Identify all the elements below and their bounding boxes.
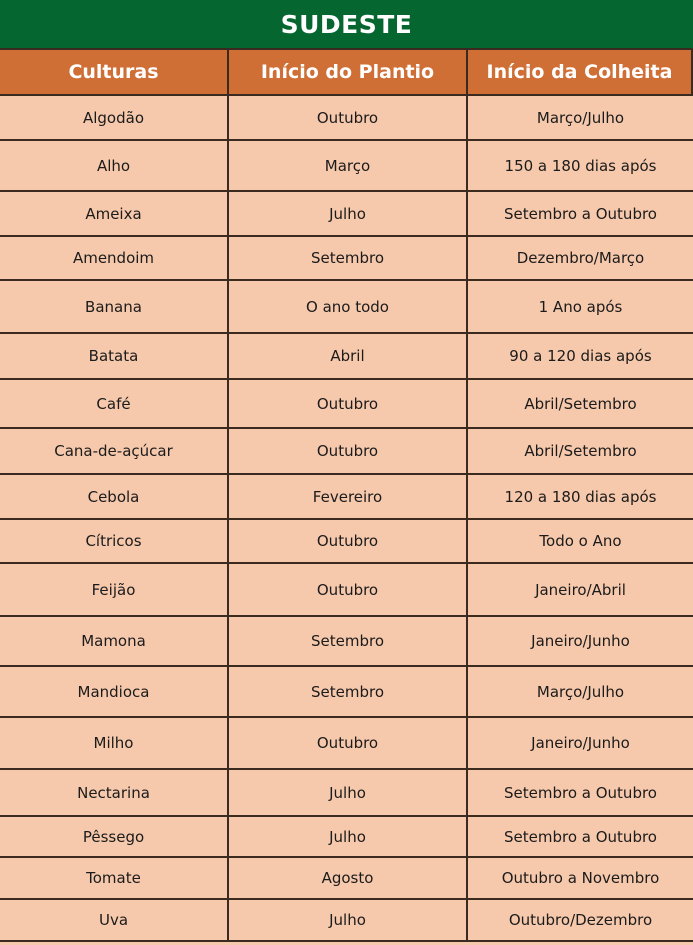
cell-colheita: Janeiro/Junho xyxy=(468,617,693,667)
cell-colheita: Dezembro/Março xyxy=(468,237,693,281)
cell-plantio: Agosto xyxy=(229,858,468,900)
cell-colheita: Setembro a Outubro xyxy=(468,817,693,858)
cell-cultura: Nectarina xyxy=(0,770,229,817)
cell-cultura: Tomate xyxy=(0,858,229,900)
cell-cultura: Mamona xyxy=(0,617,229,667)
cell-cultura: Cana-de-açúcar xyxy=(0,429,229,475)
cell-colheita: Todo o Ano xyxy=(468,520,693,564)
cell-plantio: Outubro xyxy=(229,564,468,617)
cell-colheita: Março/Julho xyxy=(468,667,693,718)
cell-plantio: Outubro xyxy=(229,429,468,475)
cell-colheita: Outubro/Dezembro xyxy=(468,900,693,942)
column-header-culturas: Culturas xyxy=(0,48,229,96)
cell-cultura: Banana xyxy=(0,281,229,334)
cell-plantio: O ano todo xyxy=(229,281,468,334)
cell-colheita: 1 Ano após xyxy=(468,281,693,334)
cell-plantio: Setembro xyxy=(229,237,468,281)
cell-colheita: 90 a 120 dias após xyxy=(468,334,693,380)
cell-colheita: Janeiro/Abril xyxy=(468,564,693,617)
cell-cultura: Algodão xyxy=(0,96,229,141)
cell-cultura: Milho xyxy=(0,718,229,770)
cell-colheita: Setembro a Outubro xyxy=(468,192,693,237)
cell-plantio: Setembro xyxy=(229,667,468,718)
cell-plantio: Outubro xyxy=(229,96,468,141)
cell-colheita: Setembro a Outubro xyxy=(468,770,693,817)
cell-plantio: Março xyxy=(229,141,468,192)
column-header-inicio-plantio: Início do Plantio xyxy=(229,48,468,96)
cell-plantio: Outubro xyxy=(229,380,468,429)
cell-plantio: Fevereiro xyxy=(229,475,468,520)
cell-cultura: Feijão xyxy=(0,564,229,617)
cell-colheita: Outubro a Novembro xyxy=(468,858,693,900)
cell-plantio: Setembro xyxy=(229,617,468,667)
cell-cultura: Amendoim xyxy=(0,237,229,281)
cell-colheita: Abril/Setembro xyxy=(468,380,693,429)
cell-cultura: Cebola xyxy=(0,475,229,520)
cell-colheita: 120 a 180 dias após xyxy=(468,475,693,520)
cell-cultura: Batata xyxy=(0,334,229,380)
cell-cultura: Pêssego xyxy=(0,817,229,858)
cell-cultura: Ameixa xyxy=(0,192,229,237)
cell-plantio: Outubro xyxy=(229,718,468,770)
table-title: SUDESTE xyxy=(0,0,693,48)
cell-colheita: Março/Julho xyxy=(468,96,693,141)
cell-cultura: Cítricos xyxy=(0,520,229,564)
crop-calendar-table xyxy=(0,48,693,942)
cell-colheita: Janeiro/Junho xyxy=(468,718,693,770)
cell-plantio: Outubro xyxy=(229,520,468,564)
cell-plantio: Julho xyxy=(229,192,468,237)
cell-plantio: Julho xyxy=(229,817,468,858)
cell-plantio: Abril xyxy=(229,334,468,380)
cell-plantio: Julho xyxy=(229,900,468,942)
cell-cultura: Uva xyxy=(0,900,229,942)
cell-plantio: Julho xyxy=(229,770,468,817)
cell-colheita: Abril/Setembro xyxy=(468,429,693,475)
cell-cultura: Alho xyxy=(0,141,229,192)
column-header-inicio-colheita: Início da Colheita xyxy=(468,48,693,96)
cell-cultura: Café xyxy=(0,380,229,429)
cell-colheita: 150 a 180 dias após xyxy=(468,141,693,192)
cell-cultura: Mandioca xyxy=(0,667,229,718)
